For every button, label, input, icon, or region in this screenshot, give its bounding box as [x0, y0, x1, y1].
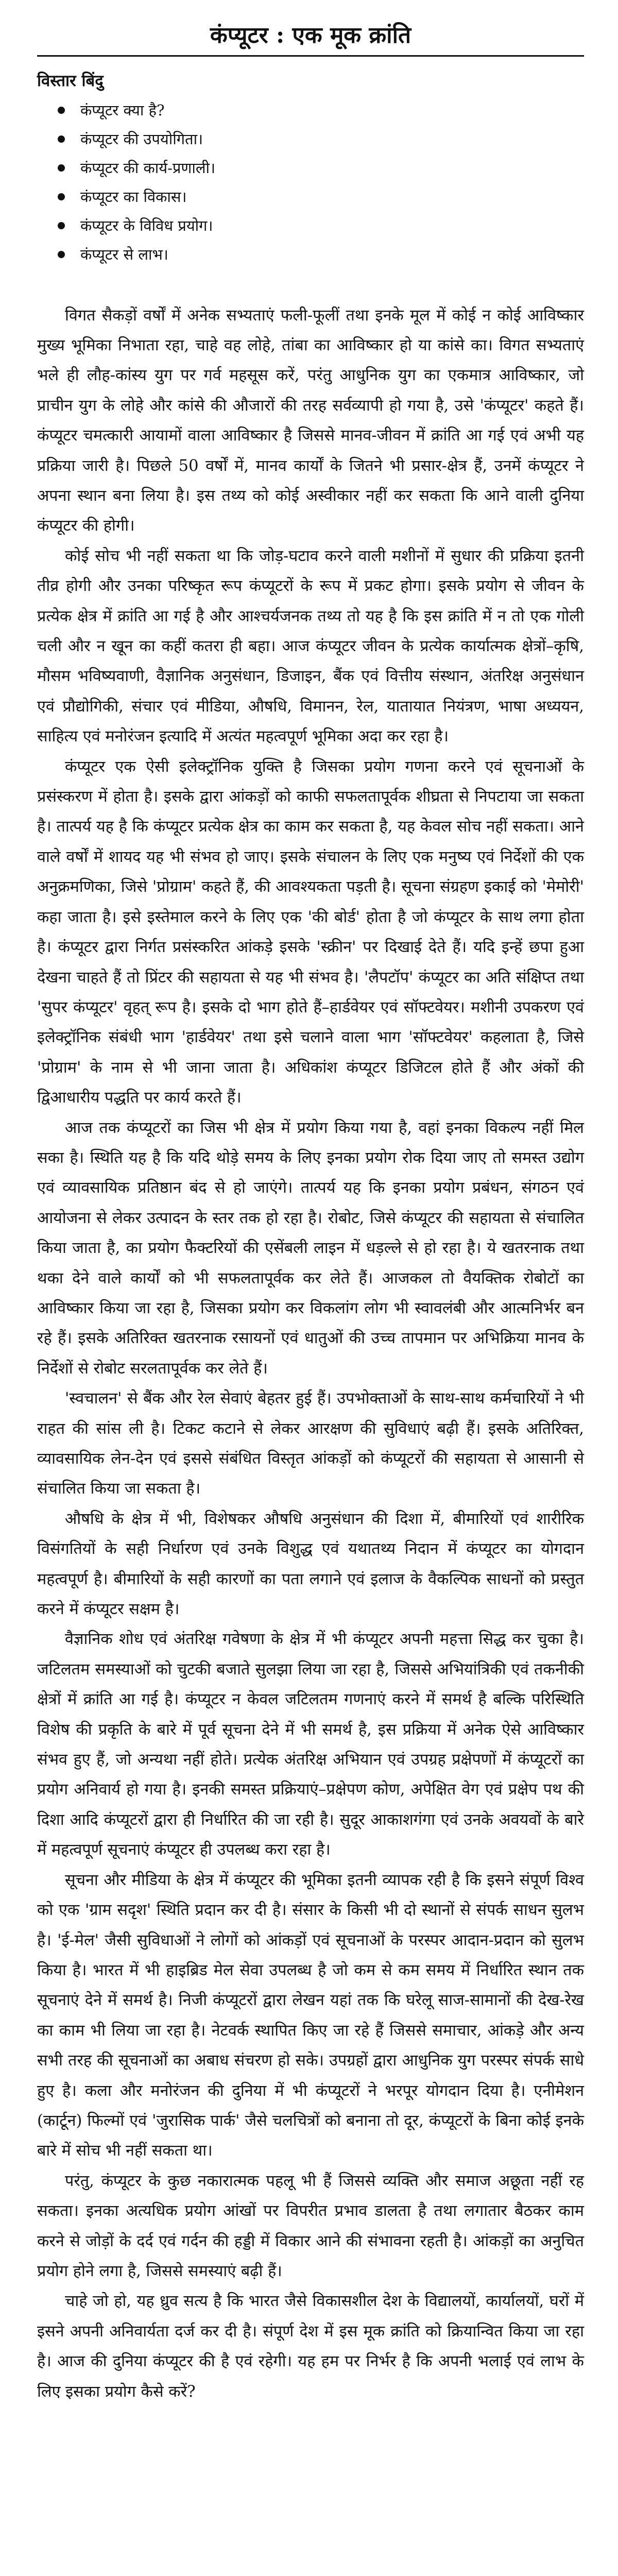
outline-heading: विस्तार बिंदु: [37, 72, 104, 91]
outline-item: [80, 240, 584, 269]
essay-paragraph: कंप्यूटर एक ऐसी इलेक्ट्रॉनिक युक्ति है जिसका प्रयोग गणना करने एवं सूचनाओं के प्रसंस्करण में होता है। इसके द्वारा आंकड़ों को काफी सफलतापूर्वक शीघ्रता से निपटाया जा सकता है। तात्पर्य यह है कि कंप्यूटर प्रत्येक क्षेत्र का काम कर सकता है, यह केवल सोच नहीं सकता। आने वाले वर्षों में शायद यह भी संभव हो जाए। इसके संचालन के लिए एक मनुष्य एवं निर्देशों की एक अनुक्रमणिका, जिसे 'प्रोग्राम' कहते हैं, की आवश्यकता पड़ती है। सूचना संग्रहण इकाई को 'मेमोरी' कहा जाता है। इसे इस्तेमाल करने के लिए एक 'की बोर्ड' होता है जो कंप्यूटर के साथ लगा होता है। कंप्यूटर द्वारा निर्गत प्रसंस्करित आंकड़े इसके 'स्क्रीन' पर दिखाई देते हैं। यदि इन्हें छपा हुआ देखना चाहते हैं तो प्रिंटर की सहायता से यह भी संभव है। 'लैपटॉप' कंप्यूटर का अति संक्षिप्त तथा 'सुपर कंप्यूटर' वृहत्‌ रूप है। इसके दो भाग होते हैं–हार्डवेयर एवं सॉफ्टवेयर। मशीनी उपकरण एवं इलेक्ट्रॉनिक संबंधी भाग 'हार्डवेयर' तथा इसे चलाने वाला भाग 'सॉफ्टवेयर' कहलाता है, जिसे 'प्रोग्राम' के नाम से भी जाना जाता है। अधिकांश कंप्यूटर डिजिटल होते हैं और अंकों की द्विआधारीय पद्धति पर कार्य करते हैं।: [37, 757, 584, 1107]
outline-item-text: कंप्यूटर का विकास।: [80, 188, 187, 206]
essay-paragraph: आज तक कंप्यूटरों का जिस भी क्षेत्र में प्रयोग किया गया है, वहां इनका विकल्प नहीं मिल सका है। स्थिति यह है कि यदि थोड़े समय के लिए इनका प्रयोग रोक दिया जाए तो समस्त उद्योग एवं व्यावसायिक प्रतिष्ठान बंद से हो जाएंगे। तात्पर्य यह कि इनका प्रयोग प्रबंधन, संगठन एवं आयोजना से लेकर उत्पादन के स्तर तक हो रहा है। रोबोट, जिसे कंप्यूटर की सहायता से संचालित किया जाता है, का प्रयोग फैक्टरियों की एसेंबली लाइन में धड़ल्ले से हो रहा है। ये खतरनाक तथा थका देने वाले कार्यों को भी सफलतापूर्वक कर लेते हैं। आजकल तो वैयक्तिक रोबोटों का आविष्कार किया जा रहा है, जिसका प्रयोग कर विकलांग लोग भी स्वावलंबी और आत्मनिर्भर बन रहे हैं। इसके अतिरिक्त खतरनाक रसायनों एवं धातुओं की उच्च तापमान पर अभिक्रिया मानव के निर्देशों से रोबोट सरलतापूर्वक कर लेते हैं।: [37, 1118, 584, 1378]
page-title: कंप्यूटर : एक मूक क्रांति: [210, 22, 411, 48]
essay-paragraph: वैज्ञानिक शोध एवं अंतरिक्ष गवेषणा के क्षेत्र में भी कंप्यूटर अपनी महत्ता सिद्ध कर चुका है। जटिलतम समस्याओं को चुटकी बजाते सुलझा लिया जा रहा है, जिससे अभियांत्रिकी एवं तकनीकी क्षेत्रों में क्रांति आ गई है। कंप्यूटर न केवल जटिलतम गणनाएं करने में समर्थ है बल्कि परिस्थिति विशेष की प्रकृति के बारे में पूर्व सूचना देने में भी समर्थ है, इस प्रक्रिया में अनेक ऐसे आविष्कार संभव हुए हैं, जो अन्यथा नहीं होते। प्रत्येक अंतरिक्ष अभियान एवं उपग्रह प्रक्षेपणों में कंप्यूटरों का प्रयोग अनिवार्य हो गया है। इनकी समस्त प्रक्रियाएं–प्रक्षेपण कोण, अपेक्षित वेग एवं प्रक्षेप पथ की दिशा आदि कंप्यूटरों द्वारा ही निर्धारित की जा रही है। सुदूर आकाशगंगा एवं उनके अवयवों के बारे में महत्वपूर्ण सूचनाएं कंप्यूटर ही उपलब्ध करा रहा है।: [37, 1630, 584, 1859]
essay-paragraph: औषधि के क्षेत्र में भी, विशेषकर औषधि अनुसंधान की दिशा में, बीमारियों एवं शारीरिक विसंगतियों के सही निर्धारण एवं उनके विशुद्ध एवं यथातथ्य निदान में कंप्यूटर का योगदान महत्वपूर्ण है। बीमारियों के सही कारणों का पता लगाने एवं इलाज के वैकल्पिक साधनों को प्रस्तुत करने में कंप्यूटर सक्षम है।: [37, 1510, 584, 1619]
essay-paragraph: 'स्वचालन' से बैंक और रेल सेवाएं बेहतर हुई हैं। उपभोक्ताओं के साथ-साथ कर्मचारियों ने भी राहत की सांस ली है। टिकट कटाने से लेकर आरक्षण की सुविधाएं बढ़ी हैं। इसके अतिरिक्त, व्यावसायिक लेन-देन एवं इससे संबंधित विस्तृत आंकड़ों को कंप्यूटरों की सहायता से आसानी से संचालित किया जा सकता है।: [37, 1389, 584, 1498]
outline-item: [80, 182, 584, 211]
outline-item-text: कंप्यूटर की कार्य-प्रणाली।: [80, 159, 216, 177]
essay-paragraph: कोई सोच भी नहीं सकता था कि जोड़-घटाव करने वाली मशीनों में सुधार की प्रक्रिया इतनी तीव्र होगी और उनका परिष्कृत रूप कंप्यूटरों के रूप में प्रकट होगा। इसके प्रयोग से जीवन के प्रत्येक क्षेत्र में क्रांति आ गई है और आश्चर्यजनक तथ्य तो यह है कि इस क्रांति में न तो एक गोली चली और न खून का कहीं कतरा ही बहा। आज कंप्यूटर जीवन के प्रत्येक कार्यात्मक क्षेत्रों–कृषि, मौसम भविष्यवाणी, वैज्ञानिक अनुसंधान, डिजाइन, बैंक एवं वित्तीय संस्थान, अंतरिक्ष अनुसंधान एवं प्रौद्योगिकी, संचार एवं मीडिया, औषधि, विमानन, रेल, यातायात नियंत्रण, भाषा अध्ययन, साहित्य एवं मनोरंजन इत्यादि में अत्यंत महत्वपूर्ण भूमिका अदा कर रहा है।: [37, 547, 584, 746]
outline-item: [80, 154, 584, 182]
bullet-icon: [58, 164, 65, 172]
outline-item-text: कंप्यूटर के विविध प्रयोग।: [80, 216, 213, 234]
title-underline: [37, 55, 584, 57]
bullet-icon: [58, 222, 65, 229]
essay-paragraph: विगत सैकड़ों वर्षों में अनेक सभ्यताएं फली-फूलीं तथा इनके मूल में कोई न कोई आविष्कार मुख्य भूमिका निभाता रहा, चाहे वह लोहे, तांबा का आविष्कार हो या कांसे का। विगत सभ्यताएं भले ही लौह-कांस्य युग पर गर्व महसूस करें, परंतु आधुनिक युग का एकमात्र आविष्कार, जो प्राचीन युग के लोहे और कांसे की औजारों की तरह सर्वव्यापी हो गया है, उसे 'कंप्यूटर' कहते हैं। कंप्यूटर चमत्कारी आयामों वाला आविष्कार है जिससे मानव-जीवन में क्रांति आ गई एवं अभी यह प्रक्रिया जारी है। पिछले 50 वर्षों में, मानव कार्यों के जितने भी प्रसार-क्षेत्र हैं, उनमें कंप्यूटर ने अपना स्थान बना लिया है। इस तथ्य को कोई अस्वीकार नहीं कर सकता कि आने वाली दुनिया कंप्यूटर की होगी।: [37, 306, 584, 535]
bullet-icon: [58, 251, 65, 258]
outline-section: [37, 70, 584, 268]
outline-item-text: कंप्यूटर की उपयोगिता।: [80, 130, 203, 148]
outline-item-text: कंप्यूटर से लाभ।: [80, 245, 168, 263]
outline-item: [80, 125, 584, 154]
essay-paragraph: सूचना और मीडिया के क्षेत्र में कंप्यूटर की भूमिका इतनी व्यापक रही है कि इसने संपूर्ण विश्व को एक 'ग्राम सदृश' स्थिति प्रदान कर दी है। संसार के किसी भी दो स्थानों से संपर्क साधन सुलभ है। 'ई-मेल' जैसी सुविधाओं ने लोगों को आंकड़ों एवं सूचनाओं के परस्पर आदान-प्रदान को सुलभ किया है। भारत में भी हाइब्रिड मेल सेवा उपलब्ध है जो कम से कम समय में निर्धारित स्थान तक सूचनाएं देने में समर्थ है। निजी कंप्यूटरों द्वारा लेखन यहां तक कि घरेलू साज-सामानों की देख-रेख का काम भी लिया जा रहा है। नेटवर्क स्थापित किए जा रहे हैं जिससे समाचार, आंकड़े और अन्य सभी तरह की सूचनाओं का अबाध संचरण हो सके। उपग्रहों द्वारा आधुनिक युग परस्पर संपर्क साधे हुए है। कला और मनोरंजन की दुनिया में भी कंप्यूटरों ने भरपूर योगदान दिया है। एनीमेशन (कार्टून) फिल्मों एवं 'जुरासिक पार्क' जैसे चलचित्रों को बनाना तो दूर, कंप्यूटरों के बिना कोई इनके बारे में सोच भी नहीं सकता था।: [37, 1871, 584, 2160]
essay-body: [37, 301, 584, 2407]
essay-paragraph: परंतु, कंप्यूटर के कुछ नकारात्मक पहलू भी हैं जिससे व्यक्ति और समाज अछूता नहीं रह सकता। इनका अत्यधिक प्रयोग आंखों पर विपरीत प्रभाव डालता है तथा लगातार बैठकर काम करने से जोड़ों के दर्द एवं गर्दन की हड्डी में विकार आने की संभावना रहती है। आंकड़ों का अनुचित प्रयोग होने लगा है, जिससे समस्याएं बढ़ी हैं।: [37, 2172, 584, 2280]
outline-item: [80, 96, 584, 125]
outline-list: [37, 96, 584, 269]
outline-item: [80, 211, 584, 240]
bullet-icon: [58, 135, 65, 143]
essay-paragraph: चाहे जो हो, यह ध्रुव सत्य है कि भारत जैसे विकासशील देश के विद्यालयों, कार्यालयों, घरों में इसने अपनी अनिवार्यता दर्ज कर दी है। संपूर्ण देश में इस मूक क्रांति को क्रियान्वित किया जा रहा है। आज की दुनिया कंप्यूटर की है एवं रहेगी। यह हम पर निर्भर है कि अपनी भलाई एवं लाभ के लिए इसका प्रयोग कैसे करें?: [37, 2292, 584, 2401]
outline-item-text: कंप्यूटर क्या है?: [80, 101, 165, 119]
bullet-icon: [58, 193, 65, 200]
bullet-icon: [58, 107, 65, 114]
